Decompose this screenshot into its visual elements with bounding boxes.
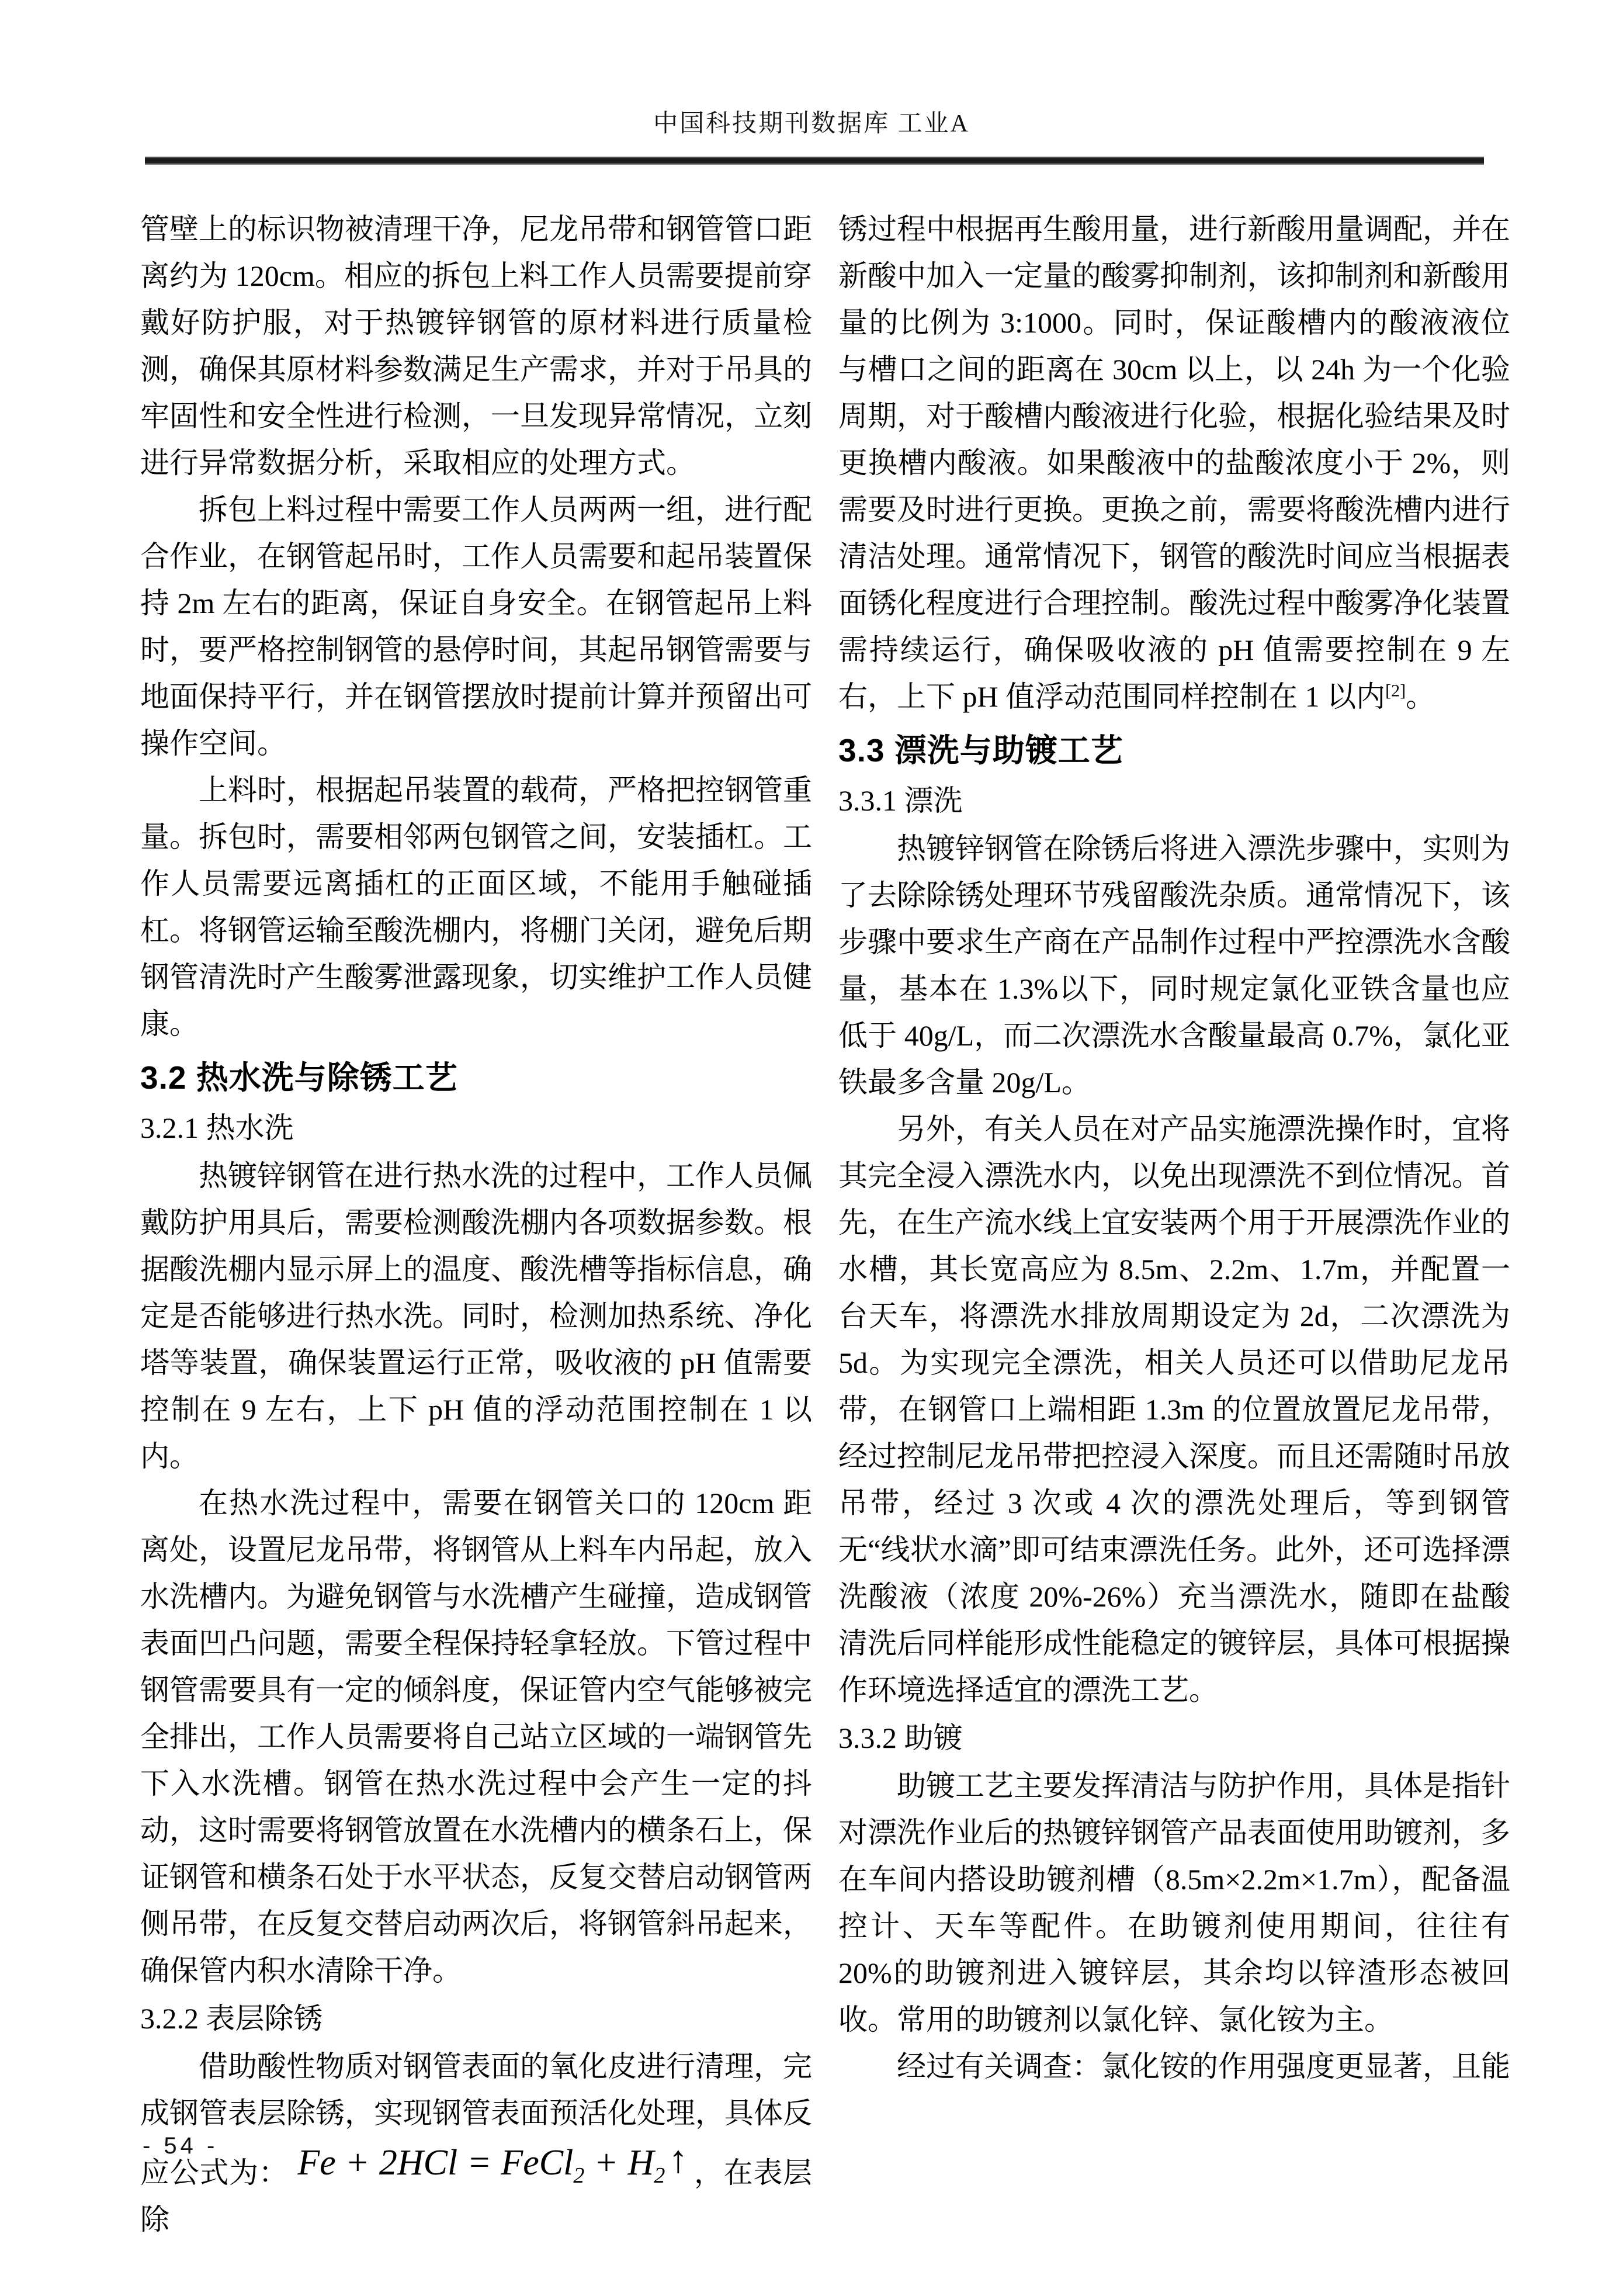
article-body (140, 206, 1510, 2243)
formula-suffix-text: ，在表层除 (140, 2156, 813, 2236)
page-number: - 54 - (143, 2133, 219, 2159)
gas-up-arrow-icon: ↑ (668, 2138, 688, 2181)
paragraph: 另外，有关人员在对产品实施漂洗操作时，宜将其完全浸入漂洗水内，以免出现漂洗不到位情况。首先，在生产流水线上宜安装两个用于开展漂洗作业的水槽，其长宽高应为 8.5m、2.2m、1.7m，并配置一台天车，将漂洗水排放周期设定为 2d，二次漂洗为 5d。为实现完全漂洗，相关人员还可以借助尼龙吊带，在钢管口上端相距 1.3m 的位置放置尼龙吊带，经过控制尼龙吊带把控浸入深度。而且还需随时吊放吊带，经过 3 次或 4 次的漂洗处理后，等到钢管无“线状水滴”即可结束漂洗任务。此外，还可选择漂洗酸液（浓度 20%-26%）充当漂洗水，随即在盐酸清洗后同样能形成性能稳定的镀锌层，具体可根据操作环境选择适宜的漂洗工艺。 (838, 1113, 1511, 1706)
paragraph: 经过有关调查：氯化铵的作用强度更显著，且能 (897, 2050, 1510, 2083)
paragraph: 上料时，根据起吊装置的载荷，严格把控钢管重量。拆包时，需要相邻两包钢管之间，安装插杠。工作人员需要远离插杠的正面区域，不能用手触碰插杠。将钢管运输至酸洗棚内，将棚门关闭，避免后期钢管清洗时产生酸雾泄露现象，切实维护工作人员健康。 (140, 774, 812, 1040)
subsection-heading-3-3-1: 3.3.1 漂洗 (838, 784, 963, 817)
header-rule (145, 157, 1484, 165)
section-heading-3-3: 3.3 漂洗与助镀工艺 (838, 732, 1123, 768)
left-column (140, 206, 812, 2243)
paragraph-text: 。 (1406, 680, 1435, 713)
equation-subscript: 2 (654, 2163, 665, 2188)
paragraph: 热镀锌钢管在进行热水洗的过程中，工作人员佩戴防护用具后，需要检测酸洗棚内各项数据参数。根据酸洗棚内显示屏上的温度、酸洗槽等指标信息，确定是否能够进行热水洗。同时，检测加热系统、净化塔等装置，确保装置运行正常，吸收液的 pH 值需要控制在 9 左右，上下 pH 值的浮动范围控制在 1 以内。 (140, 1159, 812, 1473)
right-column (838, 206, 1510, 2243)
citation-ref: [2] (1385, 681, 1406, 701)
paragraph-continuation: 管壁上的标识物被清理干净，尼龙吊带和钢管管口距离约为 120cm。相应的拆包上料工作人员需要提前穿戴好防护服，对于热镀锌钢管的原材料进行质量检测，确保其原材料参数满足生产需求，并对于吊具的牢固性和安全性进行检测，一旦发现异常情况，立刻进行异常数据分析，采取相应的处理方式。 (140, 213, 812, 479)
equation-part1: Fe + 2HCl = FeCl (297, 2143, 574, 2183)
subsection-heading-3-3-2: 3.3.2 助镀 (838, 1722, 963, 1754)
paragraph-with-formula (140, 2043, 812, 2243)
chemical-equation (288, 2138, 693, 2188)
equation-subscript: 2 (573, 2163, 585, 2188)
paragraph: 在热水洗过程中，需要在钢管关口的 120cm 距离处，设置尼龙吊带，将钢管从上料车内吊起，放入水洗槽内。为避免钢管与水洗槽产生碰撞，造成钢管表面凹凸问题，需要全程保持轻拿轻放。下管过程中钢管需要具有一定的倾斜度，保证管内空气能够被完全排出，工作人员需要将自己站立区域的一端钢管先下入水洗槽。钢管在热水洗过程中会产生一定的抖动，这时需要将钢管放置在水洗槽内的横条石上，保证钢管和横条石处于水平状态，反复交替启动钢管两侧吊带，在反复交替启动两次后，将钢管斜吊起来，确保管内积水清除干净。 (140, 1487, 812, 1987)
paragraph: 拆包上料过程中需要工作人员两两一组，进行配合作业，在钢管起吊时，工作人员需要和起吊装置保持 2m 左右的距离，保证自身安全。在钢管起吊上料时，要严格控制钢管的悬停时间，其起吊钢管需要与地面保持平行，并在钢管摆放时提前计算并预留出可操作空间。 (140, 493, 812, 760)
equation-part2: + H (584, 2143, 654, 2183)
paragraph-continuation (838, 206, 1510, 720)
paragraph-text: 锈过程中根据再生酸用量，进行新酸用量调配，并在新酸中加入一定量的酸雾抑制剂，该抑制剂和新酸用量的比例为 3:1000。同时，保证酸槽内的酸液液位与槽口之间的距离在 30cm 以上，以 24h 为一个化验周期，对于酸槽内酸液进行化验，根据化验结果及时更换槽内酸液。如果酸液中的盐酸浓度小于 2%，则需要及时进行更换。更换之前，需要将酸洗槽内进行清洁处理。通常情况下，钢管的酸洗时间应当根据表面锈化程度进行合理控制。酸洗过程中酸雾净化装置需持续运行，确保吸收液的 pH 值需要控制在 9 左右，上下 pH 值浮动范围同样控制在 1 以内 (838, 213, 1510, 713)
paragraph: 助镀工艺主要发挥清洁与防护作用，具体是指针对漂洗作业后的热镀锌钢管产品表面使用助镀剂，多在车间内搭设助镀剂槽（8.5m×2.2m×1.7m），配备温控计、天车等配件。在助镀剂使用期间，往往有 20%的助镀剂进入镀锌层，其余均以锌渣形态被回收。常用的助镀剂以氯化锌、氯化铵为主。 (838, 1769, 1510, 2036)
subsection-heading-3-2-2: 3.2.2 表层除锈 (140, 2002, 323, 2035)
paragraph: 热镀锌钢管在除锈后将进入漂洗步骤中，实则为了去除除锈处理环节残留酸洗杂质。通常情况下，该步骤中要求生产商在产品制作过程中严控漂洗水含酸量，基本在 1.3%以下，同时规定氯化亚铁含量也应低于 40g/L，而二次漂洗水含酸量最高 0.7%，氯化亚铁最多含量 20g/L。 (838, 832, 1510, 1099)
journal-header: 中国科技期刊数据库 工业A (653, 110, 970, 137)
subsection-heading-3-2-1: 3.2.1 热水洗 (140, 1111, 294, 1144)
section-heading-3-2: 3.2 热水洗与除锈工艺 (140, 1059, 458, 1096)
formula-prefix-text: 借助酸性物质对钢管表面的氧化皮进行清理，完成钢管表层除锈，实现钢管表面预活化处理，具体反应公式为： (140, 2050, 812, 2189)
